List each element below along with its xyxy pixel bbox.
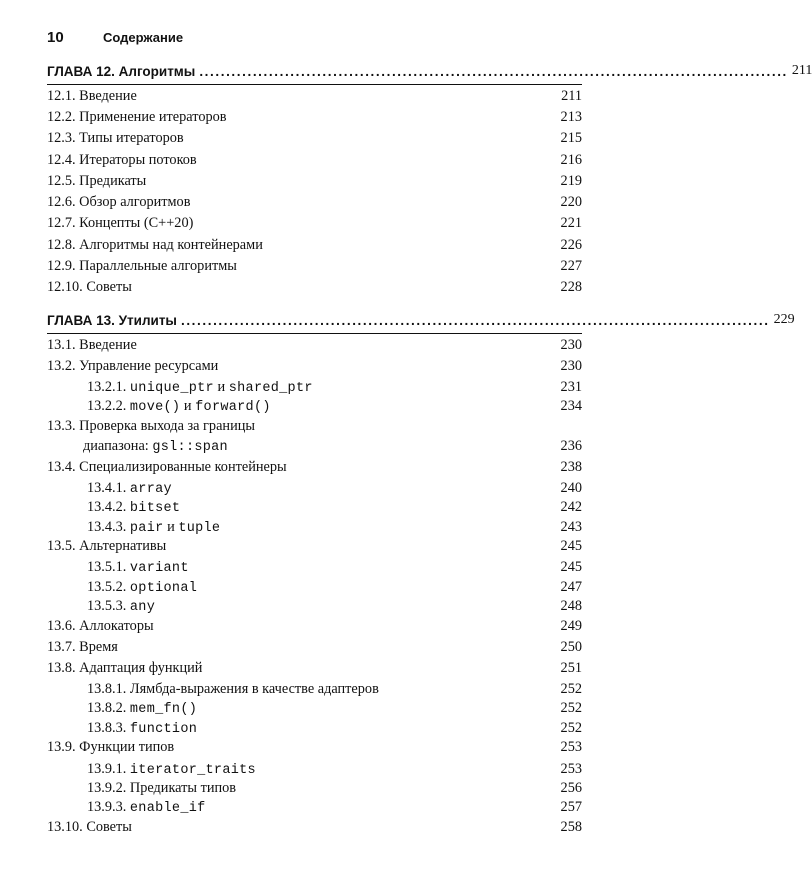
toc-entry: 12.4. Итераторы потоков 216	[47, 151, 582, 168]
toc-subentry: 13.8.2. mem_fn() 252	[87, 699, 582, 717]
chapter-page: 229	[773, 312, 795, 327]
page-title: Содержание	[103, 30, 184, 45]
page-number: 10	[47, 29, 64, 46]
toc-subentry: 13.8.3. function 252	[87, 719, 582, 737]
toc-subentry: 13.2.2. move() и forward() 234	[87, 397, 582, 415]
toc-entry: 12.10. Советы 228	[47, 278, 582, 295]
toc-subentry: 13.4.2. bitset 242	[87, 498, 582, 516]
chapter-12-heading: ГЛАВА 12. Алгоритмы .............................................................................................................. 211	[47, 61, 582, 85]
toc-entry: 13.4. Специализированные контейнеры 238	[47, 458, 582, 475]
running-header	[47, 29, 183, 49]
chapter-13-heading: ГЛАВА 13. Утилиты .............................................................................................................. 229	[47, 310, 582, 334]
chapter-page: 211	[791, 63, 812, 78]
toc-entry: 12.9. Параллельные алгоритмы 227	[47, 257, 582, 274]
toc-subentry: 13.9.3. enable_if 257	[87, 798, 582, 816]
toc-entry: 13.1. Введение 230	[47, 336, 582, 353]
toc-subentry: 13.5.2. optional 247	[87, 578, 582, 596]
toc-subentry: 13.4.3. pair и tuple 243	[87, 518, 582, 536]
toc-entry: 13.7. Время 250	[47, 638, 582, 655]
toc-entry: 12.6. Обзор алгоритмов 220	[47, 193, 582, 210]
toc-subentry: 13.9.2. Предикаты типов 256	[87, 779, 582, 796]
chapter-title: ГЛАВА 12. Алгоритмы	[47, 63, 196, 79]
toc-entry: 12.3. Типы итераторов 215	[47, 129, 582, 146]
toc-entry: 13.6. Аллокаторы 249	[47, 617, 582, 634]
toc-entry: 13.3. Проверка выхода за границы	[47, 417, 255, 434]
toc-entry: 13.9. Функции типов 253	[47, 738, 582, 755]
toc-entry: 13.5. Альтернативы 245	[47, 537, 582, 554]
toc-subentry: 13.5.1. variant 245	[87, 558, 582, 576]
toc-subentry: 13.5.3. any 248	[87, 597, 582, 615]
toc-entry: 12.8. Алгоритмы над контейнерами 226	[47, 236, 582, 253]
toc-entry: 13.2. Управление ресурсами 230	[47, 357, 582, 374]
toc-entry-continuation: диапазона: gsl::span 236	[83, 437, 582, 455]
toc-subentry: 13.9.1. iterator_traits 253	[87, 760, 582, 778]
toc-entry: 12.7. Концепты (C++20) 221	[47, 214, 582, 231]
toc-entry: 13.10. Советы 258	[47, 818, 582, 835]
toc-subentry: 13.8.1. Лямбда-выражения в качестве адаптеров 252	[87, 680, 582, 697]
toc-subentry: 13.2.1. unique_ptr и shared_ptr 231	[87, 378, 582, 396]
chapter-title: ГЛАВА 13. Утилиты	[47, 312, 177, 328]
toc-entry: 12.1. Введение 211	[47, 87, 582, 104]
toc-entry: 12.5. Предикаты 219	[47, 172, 582, 189]
toc-entry: 13.8. Адаптация функций 251	[47, 659, 582, 676]
toc-subentry: 13.4.1. array 240	[87, 479, 582, 497]
toc-entry: 12.2. Применение итераторов 213	[47, 108, 582, 125]
